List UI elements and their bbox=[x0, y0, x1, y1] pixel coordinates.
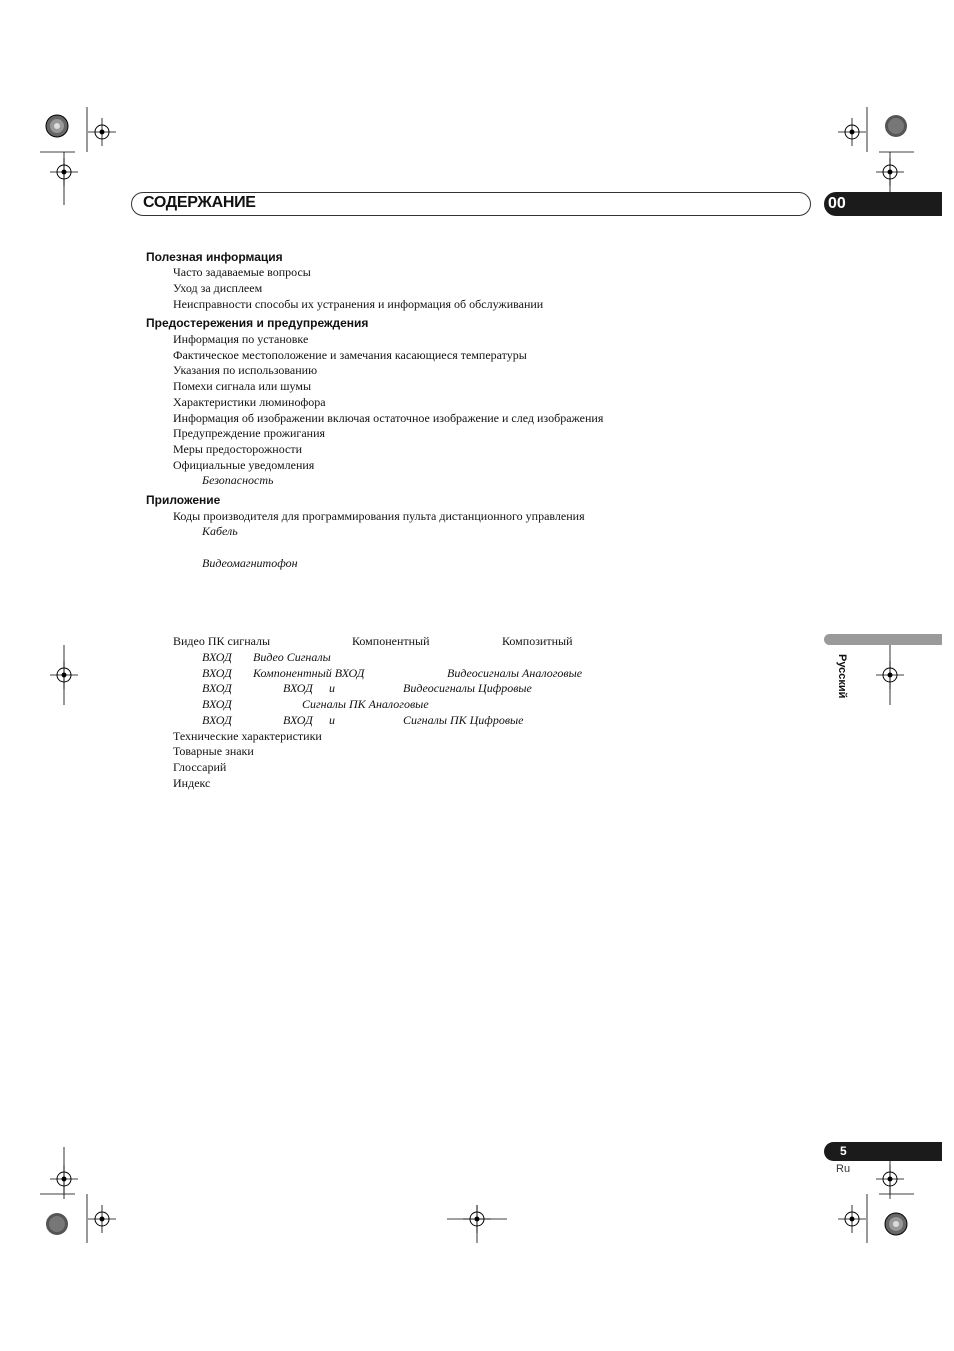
toc-subitem: Безопасность bbox=[202, 473, 274, 487]
toc-item: Указания по использованию bbox=[173, 363, 318, 377]
toc-item: Коды производителя для программирования пульта дистанционного управления bbox=[173, 509, 585, 523]
toc-item: Глоссарий bbox=[173, 760, 227, 774]
toc-signal-cell: ВХОД bbox=[283, 713, 313, 727]
toc-item: Информация об изображении включая остаточное изображение и след изображения bbox=[173, 411, 604, 425]
toc-item: Уход за дисплеем bbox=[173, 281, 263, 295]
toc-item: Информация по установке bbox=[173, 332, 309, 346]
toc-signal-cell: Видео Сигналы bbox=[253, 650, 331, 664]
toc-section-appendix: Приложение bbox=[146, 493, 221, 507]
toc-section-warnings: Предостережения и предупреждения bbox=[146, 316, 369, 330]
toc-subitem: Видеомагнитофон bbox=[202, 556, 298, 570]
crop-mark-bottom-right bbox=[838, 1147, 914, 1243]
toc-signal-cell: ВХОД bbox=[202, 713, 232, 727]
toc-signal-cell: Видеосигналы Аналоговые bbox=[447, 666, 583, 680]
page-title: СОДЕРЖАНИЕ bbox=[143, 194, 256, 211]
toc-signal-cell: Видеосигналы Цифровые bbox=[403, 681, 532, 695]
toc-item: Товарные знаки bbox=[173, 744, 254, 758]
toc-item: Видео ПК сигналы bbox=[173, 634, 271, 648]
toc-item: Фактическое местоположение и замечания касающиеся температуры bbox=[173, 348, 527, 362]
toc-item: Предупреждение прожигания bbox=[173, 426, 326, 440]
toc-signal-cell: ВХОД bbox=[202, 697, 232, 711]
crop-mark-bottom-left bbox=[40, 1147, 116, 1243]
toc-item: Меры предосторожности bbox=[173, 442, 303, 456]
toc-signal-cell: Сигналы ПК Аналоговые bbox=[302, 697, 429, 711]
toc-signal-cell: и bbox=[329, 681, 335, 695]
toc-signal-cell: Компонентный ВХОД bbox=[253, 666, 365, 680]
toc-item: Помехи сигнала или шумы bbox=[173, 379, 312, 393]
toc-item: Композитный bbox=[502, 634, 573, 648]
crop-mark-top-left bbox=[40, 107, 116, 205]
language-label: Русский bbox=[836, 654, 848, 699]
toc-signal-cell: Сигналы ПК Цифровые bbox=[403, 713, 524, 727]
toc-signal-cell: ВХОД bbox=[202, 666, 232, 680]
toc-item: Характеристики люминофора bbox=[173, 395, 326, 409]
toc-subitem: Кабель bbox=[202, 524, 238, 538]
toc-section-useful-info: Полезная информация bbox=[146, 250, 283, 264]
toc-item: Официальные уведомления bbox=[173, 458, 315, 472]
language-tab-bar bbox=[824, 634, 942, 645]
toc-item: Компонентный bbox=[352, 634, 430, 648]
page-number: 5 bbox=[840, 1144, 847, 1158]
toc-signal-cell: ВХОД bbox=[202, 650, 232, 664]
chapter-number: 00 bbox=[828, 195, 846, 212]
crop-mark-top-right bbox=[838, 107, 914, 205]
toc-signal-cell: ВХОД bbox=[283, 681, 313, 695]
toc-signal-cell: и bbox=[329, 713, 335, 727]
toc-signal-cell: ВХОД bbox=[202, 681, 232, 695]
toc-item: Часто задаваемые вопросы bbox=[173, 265, 311, 279]
page-language-code: Ru bbox=[836, 1163, 851, 1175]
toc-item: Технические характеристики bbox=[173, 729, 322, 743]
toc-item: Индекс bbox=[173, 776, 211, 790]
toc-item: Неисправности способы их устранения и информация об обслуживании bbox=[173, 297, 544, 311]
